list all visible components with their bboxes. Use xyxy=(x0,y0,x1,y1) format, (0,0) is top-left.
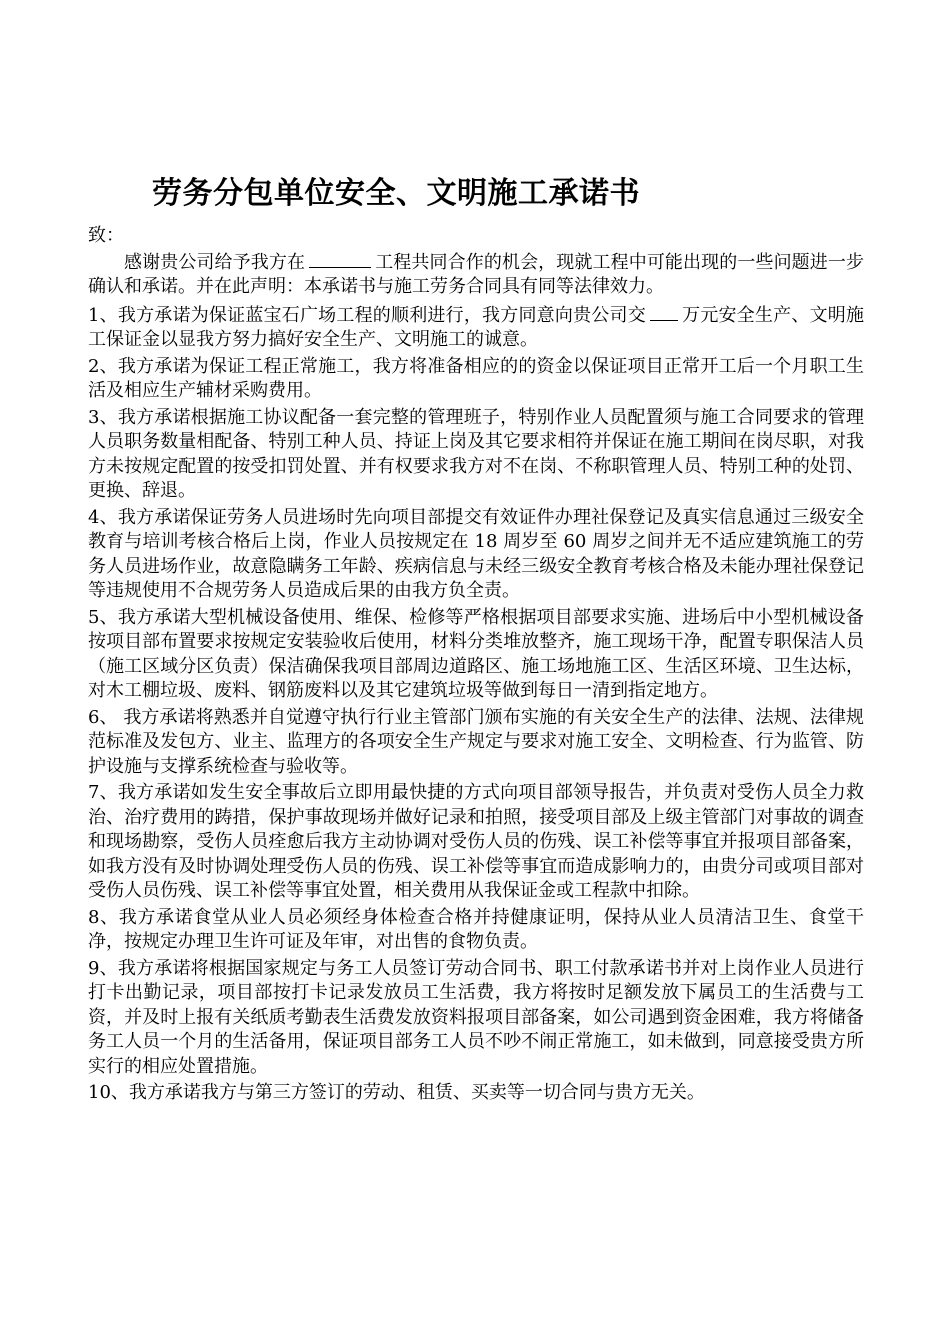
commitment-item-7: 7、我方承诺如发生安全事故后立即用最快捷的方式向项目部领导报告，并负责对受伤人员全力救治、治疗费用的踌措，保护事故现场并做好记录和拍照，接受项目部及上级主管部门对事故的调查和现场勘察，受伤人员痊愈后我方主动协调对受伤人员的伤残、误工补偿等事宜并报项目部备案，如我方没有及时协调处理受伤人员的伤残、误工补偿等事宜而造成影响力的，由贵分司或项目部对受伤人员伤残、误工补偿等事宜处置，相关费用从我保证金或工程款中扣除。 xyxy=(88,782,864,901)
commitment-item-9: 9、我方承诺将根据国家规定与务工人员签订劳动合同书、职工付款承诺书并对上岗作业人员进行打卡出勤记录，项目部按打卡记录发放员工生活费，我方将按时足额发放下属员工的生活费与工资，并及时上报有关纸质考勤表生活费发放资料报项目部备案，如公司遇到资金困难，我方将储备务工人员一个月的生活备用，保证项目部务工人员不吵不闹正常施工，如未做到，同意接受贵方所实行的相应处置措施。 xyxy=(88,957,864,1077)
commitment-item-2: 2、我方承诺为保证工程正常施工，我方将准备相应的的资金以保证项目正常开工后一个月职工生活及相应生产辅材采购费用。 xyxy=(88,355,864,401)
intro-text-2: 工程共同合作的机会，现就工程中可能出现的一些问题进一步确认和承诺。并在此声明：本承诺书与施工劳务合同具有同等法律效力。 xyxy=(88,251,865,297)
intro-paragraph xyxy=(88,249,864,300)
commitment-item-5: 5、我方承诺大型机械设备使用、维保、检修等严格根据项目部要求实施、进场后中小型机械设备按项目部布置要求按规定安装验收后使用，材料分类堆放整齐，施工现场干净，配置专职保洁人员（施工区域分区负责）保洁确保我项目部周边道路区、施工场地施工区、生活区环境、卫生达标，对木工棚垃圾、废料、钢筋废料以及其它建筑垃圾等做到每日一清到指定地方。 xyxy=(88,606,864,701)
item-1-text-2: 万元安全生产、文明施工保证金以显我方努力搞好安全生产、文明施工的诚意。 xyxy=(88,304,865,350)
intro-text-1: 感谢贵公司给予我方在 xyxy=(124,251,306,273)
document-body xyxy=(88,224,864,1106)
commitment-item-3: 3、我方承诺根据施工协议配备一套完整的管理班子，特别作业人员配置须与施工合同要求的管理人员职务数量相配备、特别工种人员、持证上岗及其它要求相符并保证在施工期间在岗尽职，对我方未按规定配置的按受扣罚处置、并有权要求我方对不在岗、不称职管理人员、特别工种的处罚、更换、辞退。 xyxy=(88,406,864,501)
salutation: 致： xyxy=(88,225,124,246)
commitment-item-6: 6、 我方承诺将熟悉并自觉遵守执行行业主管部门颁布实施的有关安全生产的法律、法规、法律规范标准及发包方、业主、监理方的各项安全生产规定与要求对施工安全、文明检查、行为监管、防护设施与支撑系统检查与验收等。 xyxy=(88,706,864,777)
document-title: 劳务分包单位安全、文明施工承诺书 xyxy=(152,176,640,211)
deposit-amount-blank xyxy=(650,302,678,321)
commitment-item-8: 8、我方承诺食堂从业人员必须经身体检查合格并持健康证明，保持从业人员清洁卫生、食堂干净，按规定办理卫生许可证及年审，对出售的食物负责。 xyxy=(88,906,864,952)
project-name-blank xyxy=(309,249,371,268)
commitment-item-1 xyxy=(88,302,864,353)
commitment-item-4: 4、我方承诺保证劳务人员进场时先向项目部提交有效证件办理社保登记及真实信息通过三级安全教育与培训考核合格后上岗，作业人员按规定在 18 周岁至 60 周岁之间并无不适应建筑施工的劳务人员进场作业，故意隐瞒务工年龄、疾病信息与未经三级安全教育考核合格及未能办理社保登记等违规使用不合规劳务人员造成后果的由我方负全责。 xyxy=(88,506,864,601)
item-1-text-1: 1、我方承诺为保证蓝宝石广场工程的顺利进行，我方同意向贵公司交 xyxy=(88,304,646,326)
commitment-item-10: 10、我方承诺我方与第三方签订的劳动、租赁、买卖等一切合同与贵方无关。 xyxy=(88,1082,705,1103)
